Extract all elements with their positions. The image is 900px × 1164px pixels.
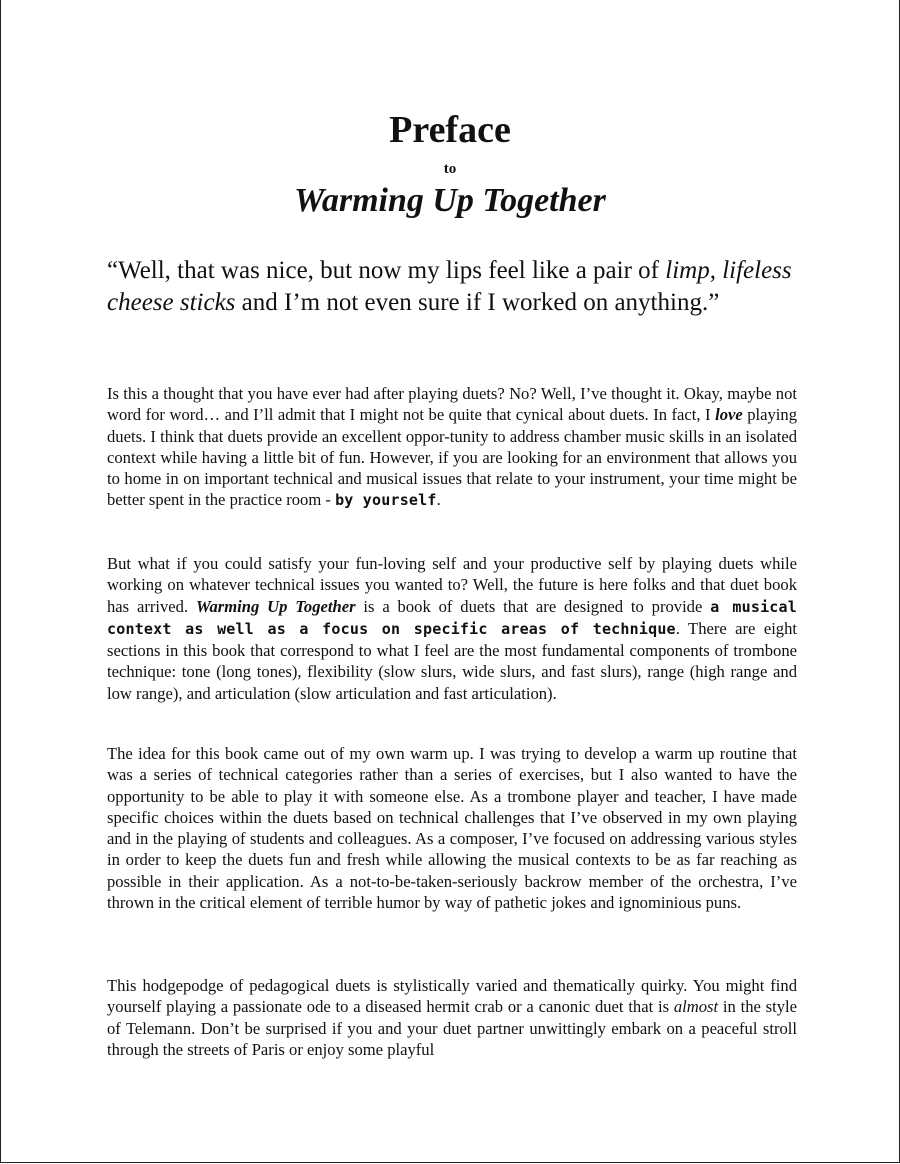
- emphasis-love: love: [715, 405, 743, 425]
- paragraph-2-text-c: . There are eight sections in this book that correspond to what I feel are the most fundamental components of trombone technique: tone (long tones), flexibility (slow slurs, wide slurs, and fast slurs), range (high range and low range), and articulation (slow articulation and fast articulation).: [107, 618, 798, 703]
- paragraph-4-text-a: This hodgepodge of pedagogical duets is stylistically varied and thematically quirky. You might find yourself playing a passionate ode to a diseased hermit crab or a canonic duet that is: [107, 976, 797, 1017]
- book-title: Warming Up Together: [294, 182, 606, 219]
- epigraph-quote: [107, 255, 797, 319]
- quote-text-end: and I’m not even sure if I worked on anything.”: [235, 289, 720, 316]
- paragraph-4: [107, 975, 797, 1060]
- title-connector: to: [443, 161, 457, 177]
- paragraph-1: [107, 383, 797, 512]
- paragraph-4-text-b: in the style of Telemann. Don’t be surprised if you and your duet partner unwittingly embark on a peaceful stroll through the streets of Paris or enjoy some playful: [107, 997, 797, 1059]
- paragraph-2: [107, 553, 797, 704]
- paragraph-3: The idea for this book came out of my own warm up. I was trying to develop a warm up routine that was a series of technical categories rather than a series of exercises, but I also wanted to have the opportunity to be able to play it with someone else. As a trombone player and teacher, I have made specific choices within the duets based on technical challenges that I’ve observed in my own playing and in the playing of students and colleagues. As a composer, I’ve focused on addressing various styles in order to keep the duets fun and fresh while allowing the musical contexts to be as far reaching as possible in their application. As a not-to-be-taken-seriously backrow member of the orchestra, I’ve thrown in the critical element of terrible humor by way of pathetic jokes and ignominious puns.: [107, 744, 797, 913]
- quote-text-start: “Well, that was nice, but now my lips feel like a pair of: [107, 257, 666, 284]
- paragraph-1-text-a: Is this a thought that you have ever had after playing duets? No? Well, I’ve thought it. Okay, maybe not word for word… and I’ll admit that I might not be quite that cynical about duets. In fact, I: [107, 384, 797, 425]
- paragraph-2-text-a: But what if you could satisfy your fun-loving self and your productive self by playing duets while working on whatever technical issues you wanted to? Well, the future is here folks and that duet book has arrived.: [107, 554, 797, 616]
- emphasis-book-title: Warming Up Together: [195, 596, 356, 616]
- emphasis-almost: almost: [673, 997, 719, 1017]
- emphasis-by-yourself: by yourself: [335, 491, 437, 510]
- emphasis-musical-context: a musical context as well as a focus on specific areas of technique: [107, 597, 797, 638]
- paragraph-1-text-c: .: [436, 490, 441, 510]
- quote-emphasis: limp, lifeless cheese sticks: [107, 257, 792, 316]
- paragraph-1-text-b: playing duets. I think that duets provide an excellent oppor-tunity to address chamber music skills in an isolated context while having a little bit of fun. However, if you are looking for an environment that allows you to home in on important technical and musical issues that relate to your instrument, your time might be better spent in the practice room -: [107, 405, 797, 510]
- paragraph-2-text-b: is a book of duets that are designed to provide: [355, 596, 711, 616]
- page-title: Preface: [389, 109, 511, 151]
